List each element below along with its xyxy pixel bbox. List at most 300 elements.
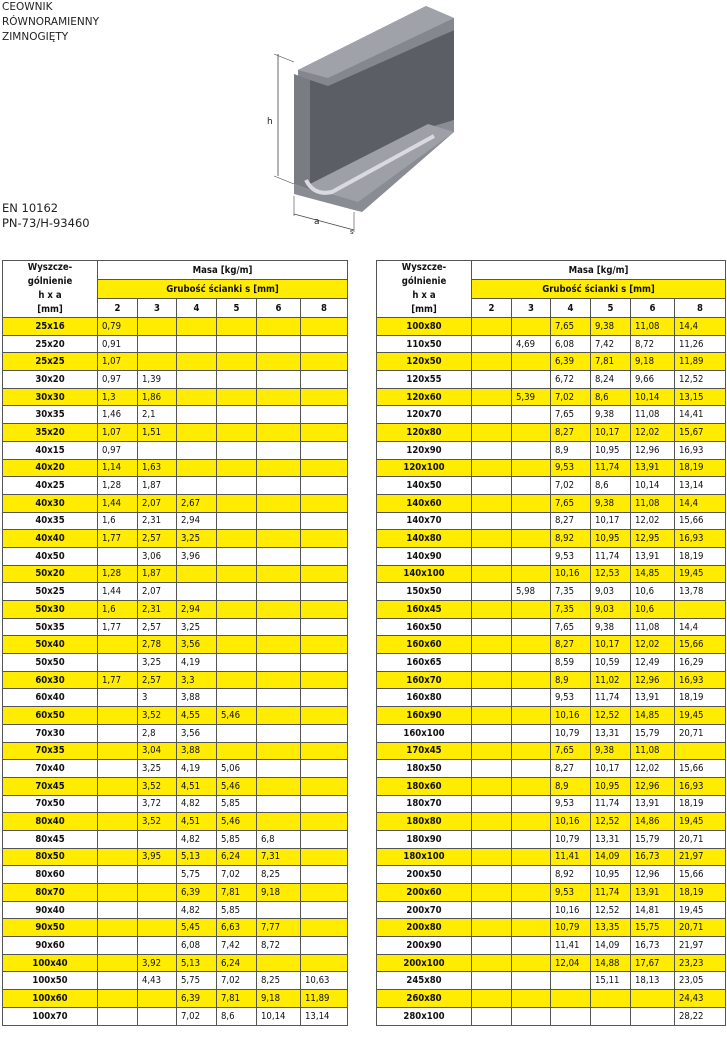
header-thickness-value: 8 — [675, 299, 726, 318]
mass-cell: 4,82 — [177, 901, 217, 919]
mass-cell: 9,53 — [551, 795, 591, 813]
mass-cell — [217, 459, 257, 477]
mass-cell: 21,97 — [675, 848, 726, 866]
table-row — [3, 848, 348, 866]
dimension-cell: 40x35 — [3, 512, 98, 530]
mass-cell — [217, 388, 257, 406]
mass-cell — [301, 689, 348, 707]
mass-cell — [631, 990, 675, 1008]
mass-cell — [217, 618, 257, 636]
dimension-cell: 160x50 — [377, 618, 472, 636]
dimension-cell: 180x50 — [377, 760, 472, 778]
mass-cell — [98, 901, 138, 919]
mass-cell: 7,42 — [591, 335, 631, 353]
dimension-cell: 120x70 — [377, 406, 472, 424]
mass-cell: 1,63 — [138, 459, 177, 477]
table-row — [377, 406, 726, 424]
mass-table-left — [2, 260, 348, 1026]
mass-cell: 9,38 — [591, 406, 631, 424]
table-row — [377, 901, 726, 919]
table-row — [377, 583, 726, 601]
mass-cell — [472, 618, 512, 636]
product-title — [2, 0, 99, 45]
mass-cell — [512, 512, 551, 530]
mass-cell: 16,93 — [675, 441, 726, 459]
mass-cell: 8,9 — [551, 441, 591, 459]
mass-cell — [301, 636, 348, 654]
dimension-cell: 280x100 — [377, 1007, 472, 1025]
mass-cell: 9,53 — [551, 459, 591, 477]
header-dimension — [3, 261, 98, 318]
mass-cell — [98, 707, 138, 725]
table-row — [377, 866, 726, 884]
dimension-cell: 120x100 — [377, 459, 472, 477]
mass-cell: 10,79 — [551, 919, 591, 937]
mass-cell: 10,16 — [551, 565, 591, 583]
mass-cell: 2,07 — [138, 583, 177, 601]
mass-cell — [472, 424, 512, 442]
mass-cell — [472, 795, 512, 813]
mass-cell: 11,41 — [551, 848, 591, 866]
mass-cell: 10,16 — [551, 707, 591, 725]
mass-cell: 10,14 — [631, 477, 675, 495]
table-row — [3, 565, 348, 583]
mass-cell — [512, 654, 551, 672]
table-row — [3, 760, 348, 778]
mass-cell: 11,74 — [591, 884, 631, 902]
mass-cell: 8,92 — [551, 866, 591, 884]
mass-cell: 8,27 — [551, 760, 591, 778]
mass-cell — [98, 830, 138, 848]
mass-cell — [301, 353, 348, 371]
dimension-cell: 200x80 — [377, 919, 472, 937]
mass-cell: 11,74 — [591, 547, 631, 565]
mass-cell: 0,97 — [98, 441, 138, 459]
mass-cell — [217, 742, 257, 760]
mass-cell: 3,56 — [177, 636, 217, 654]
table-row — [377, 689, 726, 707]
mass-cell — [98, 724, 138, 742]
dimension-cell: 160x70 — [377, 671, 472, 689]
dimension-cell: 40x15 — [3, 441, 98, 459]
mass-cell: 9,66 — [631, 371, 675, 389]
mass-cell: 28,22 — [675, 1007, 726, 1025]
mass-cell — [257, 335, 301, 353]
mass-cell — [257, 795, 301, 813]
mass-cell: 13,14 — [301, 1007, 348, 1025]
dimension-cell: 70x45 — [3, 777, 98, 795]
dimension-cell: 260x80 — [377, 990, 472, 1008]
mass-cell: 1,87 — [138, 565, 177, 583]
dimension-cell: 245x80 — [377, 972, 472, 990]
table-row — [3, 884, 348, 902]
mass-cell — [551, 972, 591, 990]
mass-cell: 6,39 — [177, 990, 217, 1008]
mass-cell — [301, 813, 348, 831]
mass-cell — [301, 724, 348, 742]
dimension-cell: 180x90 — [377, 830, 472, 848]
mass-cell — [301, 565, 348, 583]
mass-cell — [512, 671, 551, 689]
dimension-label-s: s — [350, 228, 354, 236]
mass-cell — [472, 318, 512, 336]
mass-cell: 15,66 — [675, 760, 726, 778]
mass-cell — [512, 441, 551, 459]
mass-cell — [177, 388, 217, 406]
mass-cell: 8,9 — [551, 671, 591, 689]
mass-cell — [301, 866, 348, 884]
mass-cell — [138, 441, 177, 459]
mass-cell: 1,28 — [98, 477, 138, 495]
dimension-cell: 40x50 — [3, 547, 98, 565]
mass-cell — [217, 547, 257, 565]
mass-cell — [217, 494, 257, 512]
mass-cell — [512, 424, 551, 442]
mass-cell: 14,09 — [591, 848, 631, 866]
header-dimension-line: h x a — [412, 290, 436, 301]
dimension-cell: 180x100 — [377, 848, 472, 866]
dimension-cell: 60x40 — [3, 689, 98, 707]
table-row — [3, 972, 348, 990]
table-row — [3, 371, 348, 389]
header-dimension-line: Wyszcze- — [27, 262, 73, 273]
dimension-cell: 30x20 — [3, 371, 98, 389]
mass-cell: 3,25 — [177, 618, 217, 636]
mass-cell — [217, 565, 257, 583]
header-mass: Masa [kg/m] — [98, 261, 348, 280]
header-dimension-line: [mm] — [37, 304, 63, 315]
mass-cell — [301, 494, 348, 512]
table-row — [377, 972, 726, 990]
mass-cell — [257, 388, 301, 406]
mass-cell — [257, 724, 301, 742]
table-row — [377, 441, 726, 459]
mass-cell: 7,65 — [551, 406, 591, 424]
mass-cell — [472, 954, 512, 972]
mass-cell: 1,87 — [138, 477, 177, 495]
mass-cell: 6,63 — [217, 919, 257, 937]
mass-cell — [217, 353, 257, 371]
mass-cell — [177, 459, 217, 477]
mass-cell — [98, 654, 138, 672]
mass-cell — [512, 990, 551, 1008]
mass-cell: 5,13 — [177, 954, 217, 972]
table-row — [377, 848, 726, 866]
dimension-cell: 160x90 — [377, 707, 472, 725]
dimension-cell: 160x65 — [377, 654, 472, 672]
mass-cell: 12,96 — [631, 777, 675, 795]
mass-cell — [512, 494, 551, 512]
mass-cell — [217, 441, 257, 459]
header-thickness: Grubość ścianki s [mm] — [472, 280, 726, 299]
mass-cell: 13,31 — [591, 724, 631, 742]
table-row — [3, 866, 348, 884]
mass-cell — [177, 441, 217, 459]
mass-cell — [257, 424, 301, 442]
standard-line: PN-73/H-93460 — [2, 216, 90, 230]
mass-cell: 13,91 — [631, 459, 675, 477]
mass-cell — [301, 406, 348, 424]
mass-cell — [512, 742, 551, 760]
table-row — [377, 884, 726, 902]
mass-cell: 6,08 — [551, 335, 591, 353]
dimension-cell: 90x60 — [3, 937, 98, 955]
dimension-cell: 70x40 — [3, 760, 98, 778]
table-row — [3, 494, 348, 512]
mass-cell — [512, 547, 551, 565]
mass-cell — [512, 353, 551, 371]
mass-cell — [177, 477, 217, 495]
mass-cell: 10,16 — [551, 813, 591, 831]
mass-cell — [301, 760, 348, 778]
mass-cell — [257, 547, 301, 565]
mass-cell — [512, 848, 551, 866]
mass-cell: 10,79 — [551, 830, 591, 848]
table-row — [377, 636, 726, 654]
mass-cell: 7,02 — [551, 477, 591, 495]
mass-cell: 7,02 — [217, 972, 257, 990]
table-row — [377, 707, 726, 725]
mass-cell: 11,74 — [591, 459, 631, 477]
mass-cell: 11,08 — [631, 494, 675, 512]
header-thickness-value: 5 — [217, 299, 257, 318]
mass-cell — [217, 318, 257, 336]
mass-cell: 14,85 — [631, 565, 675, 583]
mass-cell: 7,65 — [551, 618, 591, 636]
mass-cell — [138, 318, 177, 336]
mass-cell: 2,1 — [138, 406, 177, 424]
mass-cell — [98, 547, 138, 565]
mass-cell — [217, 371, 257, 389]
mass-cell — [301, 848, 348, 866]
mass-cell: 14,4 — [675, 618, 726, 636]
header-dimension-line: [mm] — [411, 304, 437, 315]
table-row — [3, 353, 348, 371]
dimension-cell: 140x100 — [377, 565, 472, 583]
mass-cell: 9,03 — [591, 583, 631, 601]
mass-cell: 6,24 — [217, 848, 257, 866]
mass-cell: 13,14 — [675, 477, 726, 495]
dimension-cell: 50x40 — [3, 636, 98, 654]
table-row — [3, 477, 348, 495]
mass-cell: 8,72 — [631, 335, 675, 353]
table-row — [377, 477, 726, 495]
mass-cell — [512, 901, 551, 919]
mass-cell — [551, 990, 591, 1008]
dimension-cell: 180x60 — [377, 777, 472, 795]
mass-cell — [98, 813, 138, 831]
standards-block — [2, 201, 90, 231]
mass-cell — [472, 565, 512, 583]
mass-cell — [472, 848, 512, 866]
mass-cell: 14,88 — [591, 954, 631, 972]
mass-cell — [512, 601, 551, 619]
mass-cell: 6,24 — [217, 954, 257, 972]
product-title-line: CEOWNIK — [2, 1, 53, 13]
mass-cell: 13,91 — [631, 689, 675, 707]
mass-cell — [301, 937, 348, 955]
mass-cell — [472, 371, 512, 389]
table-row — [377, 777, 726, 795]
mass-cell: 12,02 — [631, 636, 675, 654]
mass-cell — [257, 901, 301, 919]
table-row — [377, 512, 726, 530]
mass-cell: 10,16 — [551, 901, 591, 919]
table-row — [3, 689, 348, 707]
dimension-cell: 120x60 — [377, 388, 472, 406]
mass-cell — [512, 813, 551, 831]
mass-cell — [138, 937, 177, 955]
dimension-cell: 160x60 — [377, 636, 472, 654]
mass-cell: 10,6 — [631, 583, 675, 601]
mass-cell — [675, 601, 726, 619]
table-row — [377, 601, 726, 619]
mass-cell: 11,89 — [301, 990, 348, 1008]
mass-cell: 4,19 — [177, 760, 217, 778]
mass-cell — [257, 654, 301, 672]
mass-cell: 7,02 — [551, 388, 591, 406]
mass-cell: 2,57 — [138, 671, 177, 689]
mass-cell — [177, 335, 217, 353]
mass-cell: 12,02 — [631, 512, 675, 530]
mass-cell — [257, 477, 301, 495]
mass-cell — [472, 601, 512, 619]
mass-cell: 1,46 — [98, 406, 138, 424]
mass-cell — [217, 530, 257, 548]
mass-cell — [512, 1007, 551, 1025]
dimension-cell: 80x60 — [3, 866, 98, 884]
table-row — [377, 318, 726, 336]
dimension-cell: 25x20 — [3, 335, 98, 353]
mass-cell: 6,39 — [177, 884, 217, 902]
dimension-cell: 200x100 — [377, 954, 472, 972]
mass-cell — [472, 547, 512, 565]
mass-cell: 8,72 — [257, 937, 301, 955]
mass-cell — [472, 813, 512, 831]
dimension-cell: 120x80 — [377, 424, 472, 442]
mass-cell: 18,19 — [675, 795, 726, 813]
mass-table-left-body — [3, 318, 348, 1026]
mass-cell: 9,18 — [257, 884, 301, 902]
mass-cell: 18,19 — [675, 459, 726, 477]
mass-cell — [551, 1007, 591, 1025]
mass-cell — [512, 954, 551, 972]
table-row — [377, 424, 726, 442]
mass-cell — [472, 777, 512, 795]
mass-cell — [177, 371, 217, 389]
mass-cell: 5,85 — [217, 830, 257, 848]
mass-cell: 7,65 — [551, 494, 591, 512]
mass-cell — [301, 901, 348, 919]
dimension-cell: 50x25 — [3, 583, 98, 601]
dimension-cell: 200x70 — [377, 901, 472, 919]
mass-cell — [301, 795, 348, 813]
mass-cell: 10,6 — [631, 601, 675, 619]
mass-cell — [138, 901, 177, 919]
dimension-cell: 140x80 — [377, 530, 472, 548]
mass-cell: 6,72 — [551, 371, 591, 389]
mass-cell — [512, 318, 551, 336]
mass-cell: 15,66 — [675, 636, 726, 654]
mass-cell: 0,91 — [98, 335, 138, 353]
mass-cell — [301, 371, 348, 389]
mass-cell — [98, 866, 138, 884]
mass-cell: 3,06 — [138, 547, 177, 565]
dimension-cell: 40x20 — [3, 459, 98, 477]
mass-cell: 7,02 — [177, 1007, 217, 1025]
table-row — [377, 547, 726, 565]
mass-cell — [472, 919, 512, 937]
mass-cell: 12,53 — [591, 565, 631, 583]
mass-cell: 8,27 — [551, 512, 591, 530]
mass-cell: 5,46 — [217, 813, 257, 831]
mass-cell: 2,57 — [138, 618, 177, 636]
mass-cell: 19,45 — [675, 813, 726, 831]
mass-cell: 0,79 — [98, 318, 138, 336]
mass-cell: 12,49 — [631, 654, 675, 672]
mass-cell: 19,45 — [675, 565, 726, 583]
mass-cell: 12,96 — [631, 866, 675, 884]
table-row — [377, 990, 726, 1008]
mass-cell — [257, 441, 301, 459]
mass-cell: 1,77 — [98, 671, 138, 689]
mass-cell: 11,08 — [631, 318, 675, 336]
mass-cell: 20,71 — [675, 724, 726, 742]
table-row — [3, 990, 348, 1008]
dimension-cell: 50x30 — [3, 601, 98, 619]
mass-cell — [257, 371, 301, 389]
mass-cell: 1,28 — [98, 565, 138, 583]
table-row — [3, 335, 348, 353]
mass-cell — [512, 777, 551, 795]
mass-cell: 15,67 — [675, 424, 726, 442]
mass-cell: 23,05 — [675, 972, 726, 990]
dimension-cell: 100x50 — [3, 972, 98, 990]
mass-cell — [257, 530, 301, 548]
header-thickness: Grubość ścianki s [mm] — [98, 280, 348, 299]
table-row — [3, 547, 348, 565]
dimension-cell: 50x50 — [3, 654, 98, 672]
mass-cell: 8,6 — [591, 477, 631, 495]
header-thickness-value: 2 — [472, 299, 512, 318]
header-thickness-value: 4 — [177, 299, 217, 318]
mass-table-right-body — [377, 318, 726, 1026]
mass-cell — [257, 601, 301, 619]
mass-cell: 8,92 — [551, 530, 591, 548]
mass-cell — [512, 795, 551, 813]
mass-cell — [257, 707, 301, 725]
mass-cell: 15,75 — [631, 919, 675, 937]
table-row — [377, 813, 726, 831]
mass-cell: 8,6 — [217, 1007, 257, 1025]
dimension-cell: 70x30 — [3, 724, 98, 742]
mass-cell: 2,94 — [177, 601, 217, 619]
mass-cell — [257, 777, 301, 795]
mass-cell — [98, 795, 138, 813]
mass-cell: 1,44 — [98, 583, 138, 601]
channel-profile-drawing — [258, 0, 468, 240]
mass-cell: 15,66 — [675, 512, 726, 530]
mass-cell: 5,98 — [512, 583, 551, 601]
mass-cell — [257, 406, 301, 424]
mass-cell: 3,52 — [138, 813, 177, 831]
table-row — [377, 654, 726, 672]
dimension-line-a — [294, 214, 354, 230]
table-row — [3, 318, 348, 336]
mass-cell — [591, 990, 631, 1008]
mass-cell — [301, 318, 348, 336]
mass-cell: 10,79 — [551, 724, 591, 742]
